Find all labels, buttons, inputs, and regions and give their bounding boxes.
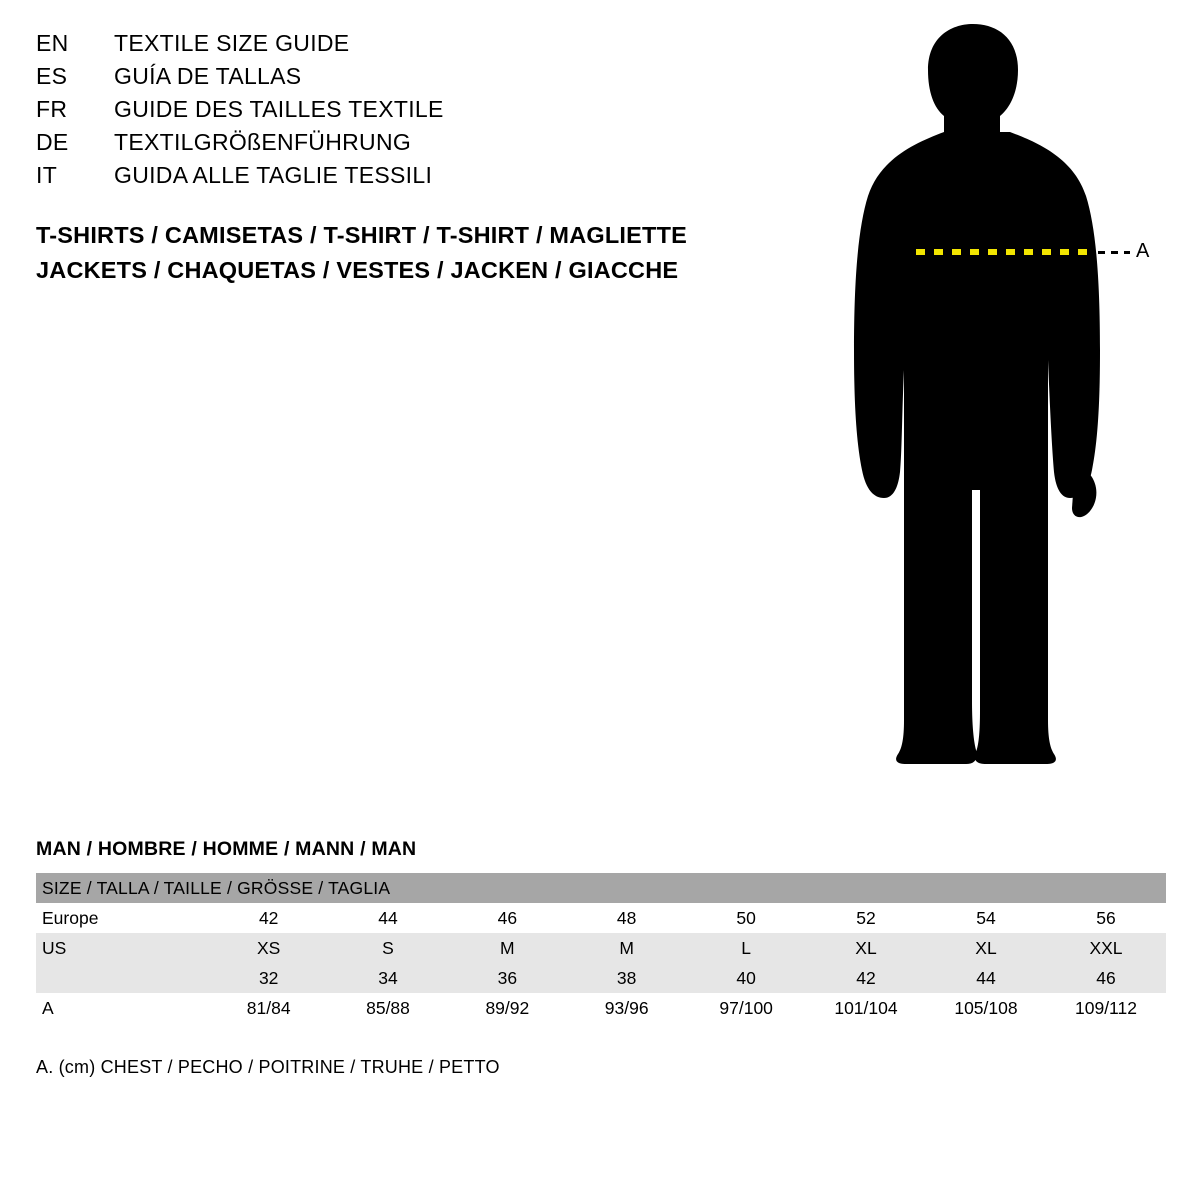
table-cell: L (686, 933, 806, 963)
size-table (36, 873, 1166, 1023)
language-row (36, 96, 736, 129)
table-cell: 34 (328, 963, 447, 993)
table-cell: M (567, 933, 686, 963)
table-row (36, 933, 1166, 963)
table-cell: XL (806, 933, 926, 963)
table-cell: 46 (448, 903, 567, 933)
measure-label-a: A (1136, 240, 1150, 262)
table-cell: 38 (567, 963, 686, 993)
language-code: FR (36, 96, 68, 122)
table-cell: 48 (567, 903, 686, 933)
table-cell: 97/100 (686, 993, 806, 1023)
table-cell: 46 (1046, 963, 1166, 993)
category-tshirts: T-SHIRTS / CAMISETAS / T-SHIRT / T-SHIRT / MAGLIETTE (36, 222, 687, 248)
table-header-row (36, 873, 1166, 903)
table-cell: S (328, 933, 447, 963)
table-footnote: A. (cm) CHEST / PECHO / POITRINE / TRUHE / PETTO (36, 1057, 500, 1077)
table-cell: 32 (209, 963, 328, 993)
table-cell: XL (926, 933, 1046, 963)
row-label: A (36, 993, 209, 1023)
table-title: MAN / HOMBRE / HOMME / MANN / MAN (36, 838, 417, 860)
language-title: GUIDE DES TAILLES TEXTILE (114, 96, 444, 122)
table-cell: 42 (806, 963, 926, 993)
table-cell: 109/112 (1046, 993, 1166, 1023)
language-code: DE (36, 129, 69, 155)
language-row (36, 30, 736, 63)
table-cell: 101/104 (806, 993, 926, 1023)
language-row (36, 129, 736, 162)
table-cell: 81/84 (209, 993, 328, 1023)
language-row (36, 162, 736, 195)
table-cell: 54 (926, 903, 1046, 933)
table-cell: 40 (686, 963, 806, 993)
body-silhouette-figure (840, 20, 1170, 790)
table-cell: 85/88 (328, 993, 447, 1023)
table-cell: XS (209, 933, 328, 963)
table-header-label: SIZE / TALLA / TAILLE / GRÖSSE / TAGLIA (36, 873, 1166, 903)
language-list (36, 30, 736, 195)
row-label (36, 963, 209, 993)
table-row (36, 963, 1166, 993)
silhouette-svg (840, 20, 1170, 790)
table-cell: XXL (1046, 933, 1166, 963)
language-title: TEXTILE SIZE GUIDE (114, 30, 350, 56)
language-code: IT (36, 162, 58, 188)
row-label: US (36, 933, 209, 963)
table-cell: 44 (926, 963, 1046, 993)
table-cell: 56 (1046, 903, 1166, 933)
measure-leader-dashes (1098, 251, 1130, 254)
language-code: EN (36, 30, 69, 56)
table-cell: 36 (448, 963, 567, 993)
category-jackets: JACKETS / CHAQUETAS / VESTES / JACKEN / GIACCHE (36, 257, 679, 283)
language-title: GUÍA DE TALLAS (114, 63, 302, 89)
language-title: GUIDA ALLE TAGLIE TESSILI (114, 162, 433, 188)
garment-category-list (36, 222, 796, 292)
table-cell: 50 (686, 903, 806, 933)
table-cell: 52 (806, 903, 926, 933)
table-cell: 105/108 (926, 993, 1046, 1023)
table-cell: 93/96 (567, 993, 686, 1023)
language-title: TEXTILGRÖßENFÜHRUNG (114, 129, 412, 155)
table-row (36, 993, 1166, 1023)
row-label: Europe (36, 903, 209, 933)
table-cell: M (448, 933, 567, 963)
table-row (36, 903, 1166, 933)
table-cell: 44 (328, 903, 447, 933)
table-cell: 89/92 (448, 993, 567, 1023)
language-code: ES (36, 63, 68, 89)
table-cell: 42 (209, 903, 328, 933)
language-row (36, 63, 736, 96)
size-table-section (36, 838, 1166, 1078)
